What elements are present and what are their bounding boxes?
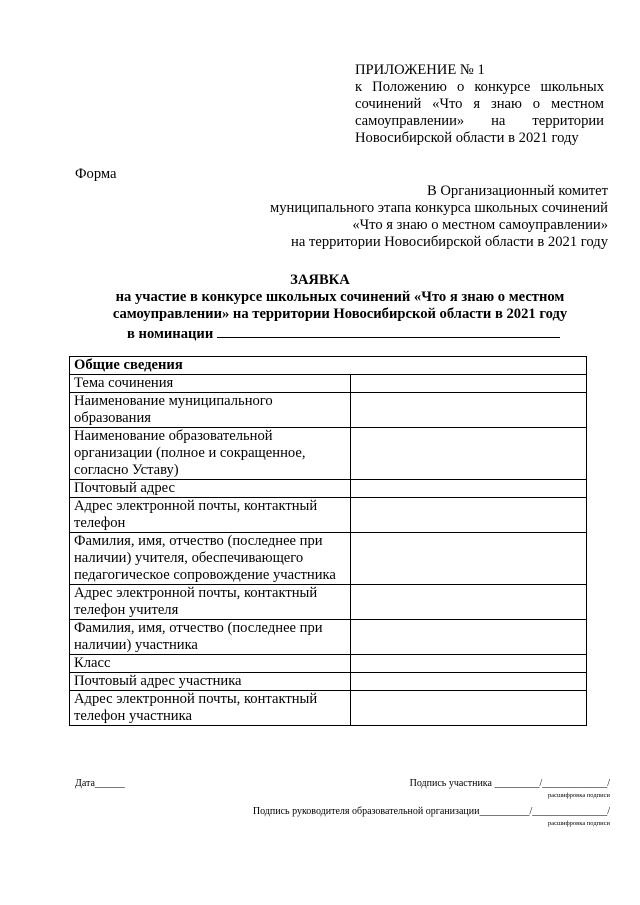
table-row	[70, 585, 587, 620]
row-label: Наименование муниципального образования	[70, 393, 351, 428]
addressee-block	[188, 183, 608, 251]
row-label: Фамилия, имя, отчество (последнее при наличии) участника	[70, 620, 351, 655]
row-value-cell[interactable]	[351, 498, 587, 533]
row-value-cell[interactable]	[351, 673, 587, 691]
appendix-heading: ПРИЛОЖЕНИЕ № 1	[355, 62, 485, 78]
appendix-block	[355, 62, 604, 147]
row-label: Адрес электронной почты, контактный телефон	[70, 498, 351, 533]
row-label: Наименование образовательной организации (полное и сокращенное, согласно Уставу)	[70, 428, 351, 480]
table-row	[70, 655, 587, 673]
participant-signature-hint: расшифровка подписи	[547, 792, 610, 799]
row-value-cell[interactable]	[351, 620, 587, 655]
document-subtitle: на участие в конкурсе школьных сочинений «Что я знаю о местном самоуправлении» на территории Новосибирской области в 2021 году	[112, 289, 568, 322]
form-label: Форма	[75, 166, 117, 182]
row-value-cell[interactable]	[351, 428, 587, 480]
nomination-field	[127, 324, 560, 343]
head-signature-hint: расшифровка подписи	[547, 820, 610, 827]
table-row	[70, 620, 587, 655]
row-value-cell[interactable]	[351, 585, 587, 620]
application-table	[69, 356, 587, 726]
nomination-blank-line[interactable]	[217, 324, 560, 338]
table-header: Общие сведения	[70, 357, 587, 375]
document-title: ЗАЯВКА	[290, 272, 350, 288]
table-row	[70, 428, 587, 480]
table-row	[70, 393, 587, 428]
row-value-cell[interactable]	[351, 655, 587, 673]
table-header-row	[70, 357, 587, 375]
addressee-line: муниципального этапа конкурса школьных сочинений	[269, 200, 608, 216]
row-value-cell[interactable]	[351, 533, 587, 585]
row-label: Фамилия, имя, отчество (последнее при наличии) учителя, обеспечивающего педагогическое сопровождение участника	[70, 533, 351, 585]
row-value-cell[interactable]	[351, 480, 587, 498]
table-row	[70, 533, 587, 585]
nomination-label: в номинации	[127, 326, 214, 342]
row-label: Класс	[70, 655, 351, 673]
row-label: Почтовый адрес участника	[70, 673, 351, 691]
row-label: Адрес электронной почты, контактный телефон учителя	[70, 585, 351, 620]
row-label: Адрес электронной почты, контактный телефон участника	[70, 691, 351, 726]
table-row	[70, 480, 587, 498]
appendix-text: к Положению о конкурсе школьных сочинений «Что я знаю о местном самоуправлении» на территории Новосибирской области в 2021 году	[355, 79, 604, 146]
head-signature-field[interactable]: Подпись руководителя образовательной организации__________/_______________/	[252, 806, 610, 817]
table-row	[70, 691, 587, 726]
row-value-cell[interactable]	[351, 375, 587, 393]
date-field[interactable]: Дата______	[75, 778, 125, 789]
row-value-cell[interactable]	[351, 691, 587, 726]
table-row	[70, 673, 587, 691]
row-label: Тема сочинения	[70, 375, 351, 393]
table-row	[70, 498, 587, 533]
addressee-line: на территории Новосибирской области в 2021 году	[291, 234, 608, 250]
row-label: Почтовый адрес	[70, 480, 351, 498]
row-value-cell[interactable]	[351, 393, 587, 428]
addressee-line: «Что я знаю о местном самоуправлении»	[352, 217, 608, 233]
addressee-line: В Организационный комитет	[427, 183, 608, 199]
participant-signature-field[interactable]: Подпись участника _________/_____________/	[409, 778, 610, 789]
table-row	[70, 375, 587, 393]
